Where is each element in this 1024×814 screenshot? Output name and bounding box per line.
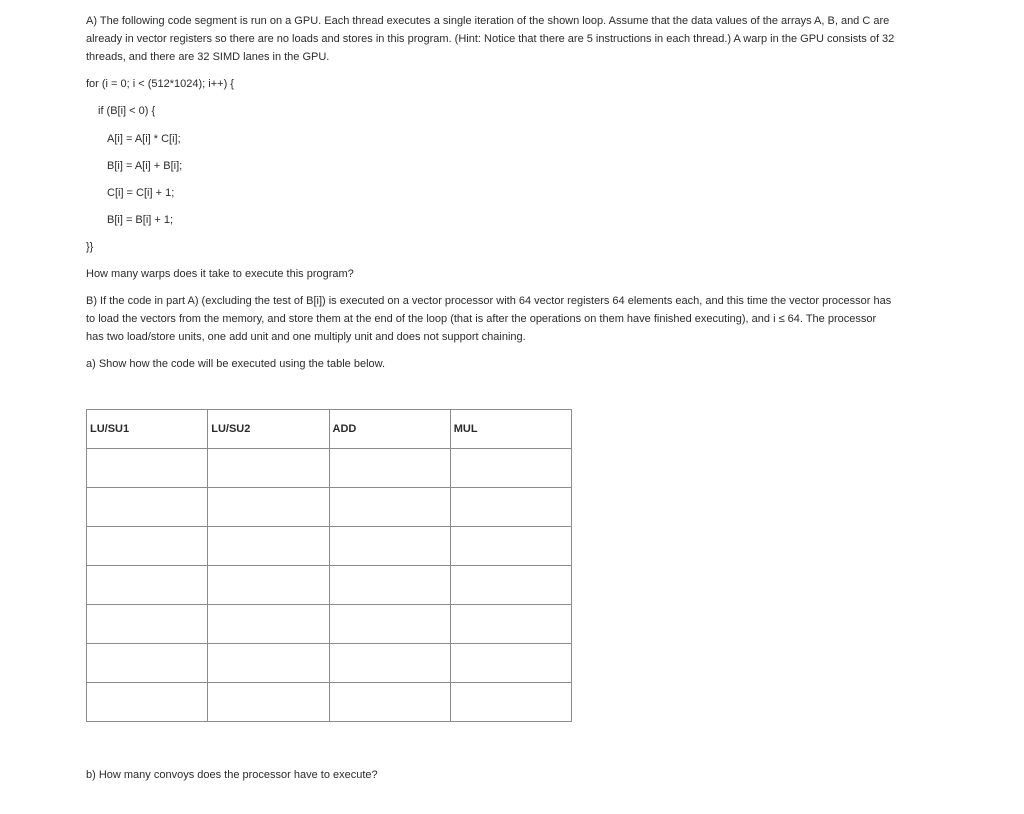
table-body: [87, 449, 572, 722]
table-cell[interactable]: [450, 488, 571, 527]
table-cell[interactable]: [87, 488, 208, 527]
part-a-intro: A) The following code segment is run on a GPU. Each thread executes a single iteration of the shown loop. Assume that the data values of the arrays A, B, and C are already in vector registers so there are no loads and stores in this program. (Hint: Notice that there are 5 instructions in each thread.) A warp in the GPU consists of 32 threads, and there are 32 SIMD lanes in the GPU.: [86, 15, 895, 63]
table-cell[interactable]: [208, 488, 329, 527]
table-row: [87, 605, 572, 644]
table-cell[interactable]: [450, 527, 571, 566]
table-cell[interactable]: [450, 605, 571, 644]
table-cell[interactable]: [208, 644, 329, 683]
table-cell[interactable]: [450, 566, 571, 605]
table-row: [87, 644, 572, 683]
table-cell[interactable]: [87, 644, 208, 683]
table-row: [87, 683, 572, 722]
table-cell[interactable]: [329, 683, 450, 722]
table-row: [87, 566, 572, 605]
code-statement-2: B[i] = A[i] + B[i];: [107, 160, 183, 172]
part-a-question: How many warps does it take to execute this program?: [86, 268, 354, 280]
part-b-sub-b: b) How many convoys does the processor have to execute?: [86, 769, 378, 781]
table-header-row: [87, 410, 572, 449]
execution-table: [86, 409, 572, 722]
part-b-sub-a: a) Show how the code will be executed using the table below.: [86, 358, 386, 370]
table-cell[interactable]: [208, 566, 329, 605]
table-cell[interactable]: [208, 449, 329, 488]
code-statement-3: C[i] = C[i] + 1;: [107, 187, 175, 199]
table-row: [87, 449, 572, 488]
table-cell[interactable]: [87, 566, 208, 605]
table-cell[interactable]: [450, 449, 571, 488]
column-header-mul: MUL: [450, 410, 571, 449]
table-cell[interactable]: [329, 488, 450, 527]
table-row: [87, 488, 572, 527]
table-cell[interactable]: [329, 644, 450, 683]
code-for-line: for (i = 0; i < (512*1024); i++) {: [86, 78, 234, 90]
table-cell[interactable]: [329, 527, 450, 566]
code-closing-braces: }}: [86, 241, 94, 253]
table-cell[interactable]: [208, 605, 329, 644]
code-statement-4: B[i] = B[i] + 1;: [107, 214, 174, 226]
table-cell[interactable]: [208, 527, 329, 566]
table-cell[interactable]: [87, 683, 208, 722]
table-cell[interactable]: [329, 566, 450, 605]
table-row: [87, 527, 572, 566]
table-cell[interactable]: [87, 527, 208, 566]
table-cell[interactable]: [450, 683, 571, 722]
table-cell[interactable]: [450, 644, 571, 683]
column-header-add: ADD: [329, 410, 450, 449]
code-if-line: if (B[i] < 0) {: [98, 105, 156, 117]
table-cell[interactable]: [87, 449, 208, 488]
table-cell[interactable]: [208, 683, 329, 722]
part-b-intro: B) If the code in part A) (excluding the test of B[i]) is executed on a vector processor with 64 vector registers 64 elements each, and this time the vector processor has to load the vectors from the memory, and store them at the end of the loop (that is after the operations on them have finished executing), and i ≤ 64. The processor has two load/store units, one add unit and one multiply unit and does not support chaining.: [86, 295, 892, 343]
code-statement-1: A[i] = A[i] * C[i];: [107, 133, 181, 145]
table-cell[interactable]: [87, 605, 208, 644]
column-header-lu-su1: LU/SU1: [87, 410, 208, 449]
column-header-lu-su2: LU/SU2: [208, 410, 329, 449]
table-cell[interactable]: [329, 605, 450, 644]
table-cell[interactable]: [329, 449, 450, 488]
